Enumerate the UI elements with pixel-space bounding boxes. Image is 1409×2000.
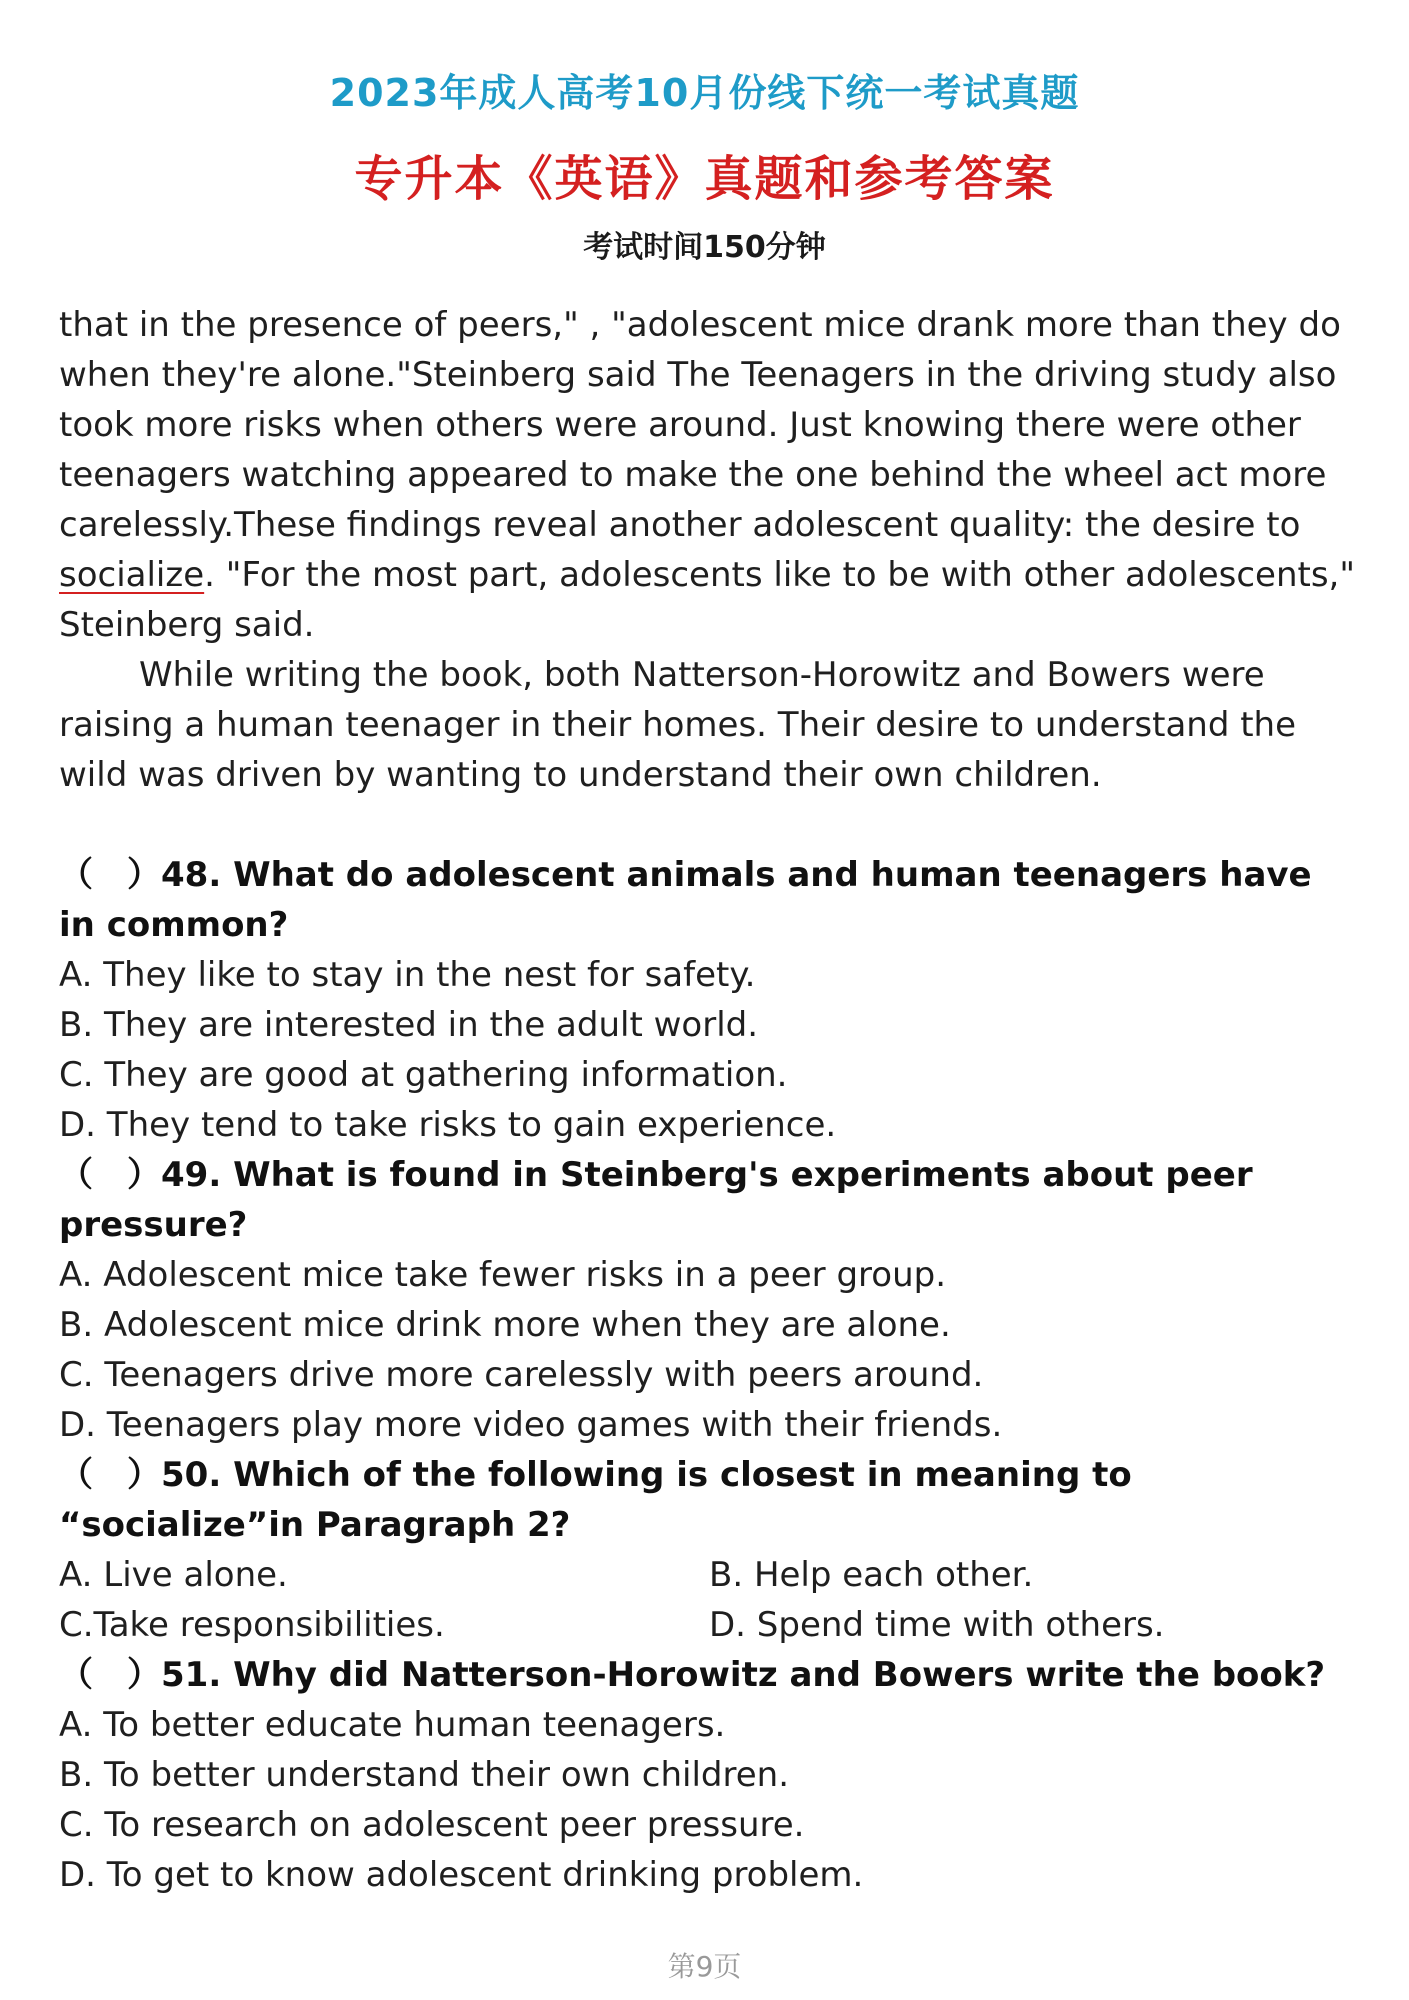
- question-stem: （ ）48. What do adolescent animals and human teenagers have in common?: [59, 855, 1312, 945]
- question-48: [59, 850, 1359, 1150]
- reading-passage: [59, 300, 1359, 800]
- subject-title: 专升本《英语》真题和参考答案: [354, 151, 1055, 207]
- passage-paragraph-1: [59, 300, 1359, 650]
- passage-p1-text: that in the presence of peers," , "adolescent mice drank more than they do when they're alone."Steinberg said The Teenagers in the driving study also took more risks when others were around. Just knowing there were other teenagers watching appeared to make the one behind the wheel act more carelessly.These findings reveal another adolescent quality: the desire to: [59, 305, 1341, 545]
- question-50: [59, 1450, 1359, 1650]
- option-d: D. To get to know adolescent drinking problem.: [59, 1855, 864, 1895]
- option-b: B. Help each other.: [709, 1555, 1034, 1595]
- option-b: B. They are interested in the adult world.: [59, 1005, 759, 1045]
- option-c: C. To research on adolescent peer pressure.: [59, 1805, 805, 1845]
- question-stem: （ ）49. What is found in Steinberg's experiments about peer pressure?: [59, 1155, 1253, 1245]
- question-list: [59, 850, 1359, 1900]
- option-row: [59, 1550, 1359, 1600]
- option-b: B. Adolescent mice drink more when they are alone.: [59, 1305, 951, 1345]
- option-a: A. To better educate human teenagers.: [59, 1705, 726, 1745]
- option-c: C.Take responsibilities.: [59, 1605, 445, 1645]
- option-a: A. Live alone.: [59, 1555, 288, 1595]
- option-c: C. They are good at gathering information.: [59, 1055, 788, 1095]
- exam-duration: 考试时间150分钟: [583, 230, 826, 265]
- question-stem: （ ）51. Why did Natterson-Horowitz and Bowers write the book?: [59, 1655, 1326, 1695]
- option-a: A. Adolescent mice take fewer risks in a peer group.: [59, 1255, 947, 1295]
- option-d: D. They tend to take risks to gain experience.: [59, 1105, 837, 1145]
- option-row: [59, 1600, 1359, 1650]
- option-d: D. Teenagers play more video games with their friends.: [59, 1405, 1003, 1445]
- passage-paragraph-2: While writing the book, both Natterson-Horowitz and Bowers were raising a human teenager in their homes. Their desire to understand the wild was driven by wanting to understand their own children.: [59, 655, 1297, 795]
- exam-title: 2023年成人高考10月份线下统一考试真题: [329, 71, 1080, 115]
- option-d: D. Spend time with others.: [709, 1605, 1165, 1645]
- option-c: C. Teenagers drive more carelessly with peers around.: [59, 1355, 984, 1395]
- question-51: [59, 1650, 1359, 1900]
- passage-p1-text-end: . "For the most part, adolescents like to be with other adolescents," Steinberg said.: [59, 555, 1355, 645]
- underlined-word-socialize: socialize: [59, 555, 205, 595]
- option-a: A. They like to stay in the nest for safety.: [59, 955, 756, 995]
- question-stem: （ ）50. Which of the following is closest in meaning to “socialize”in Paragraph 2?: [59, 1455, 1132, 1545]
- page-number: 第9页: [667, 1950, 742, 1983]
- option-b: B. To better understand their own children.: [59, 1755, 790, 1795]
- question-49: [59, 1150, 1359, 1450]
